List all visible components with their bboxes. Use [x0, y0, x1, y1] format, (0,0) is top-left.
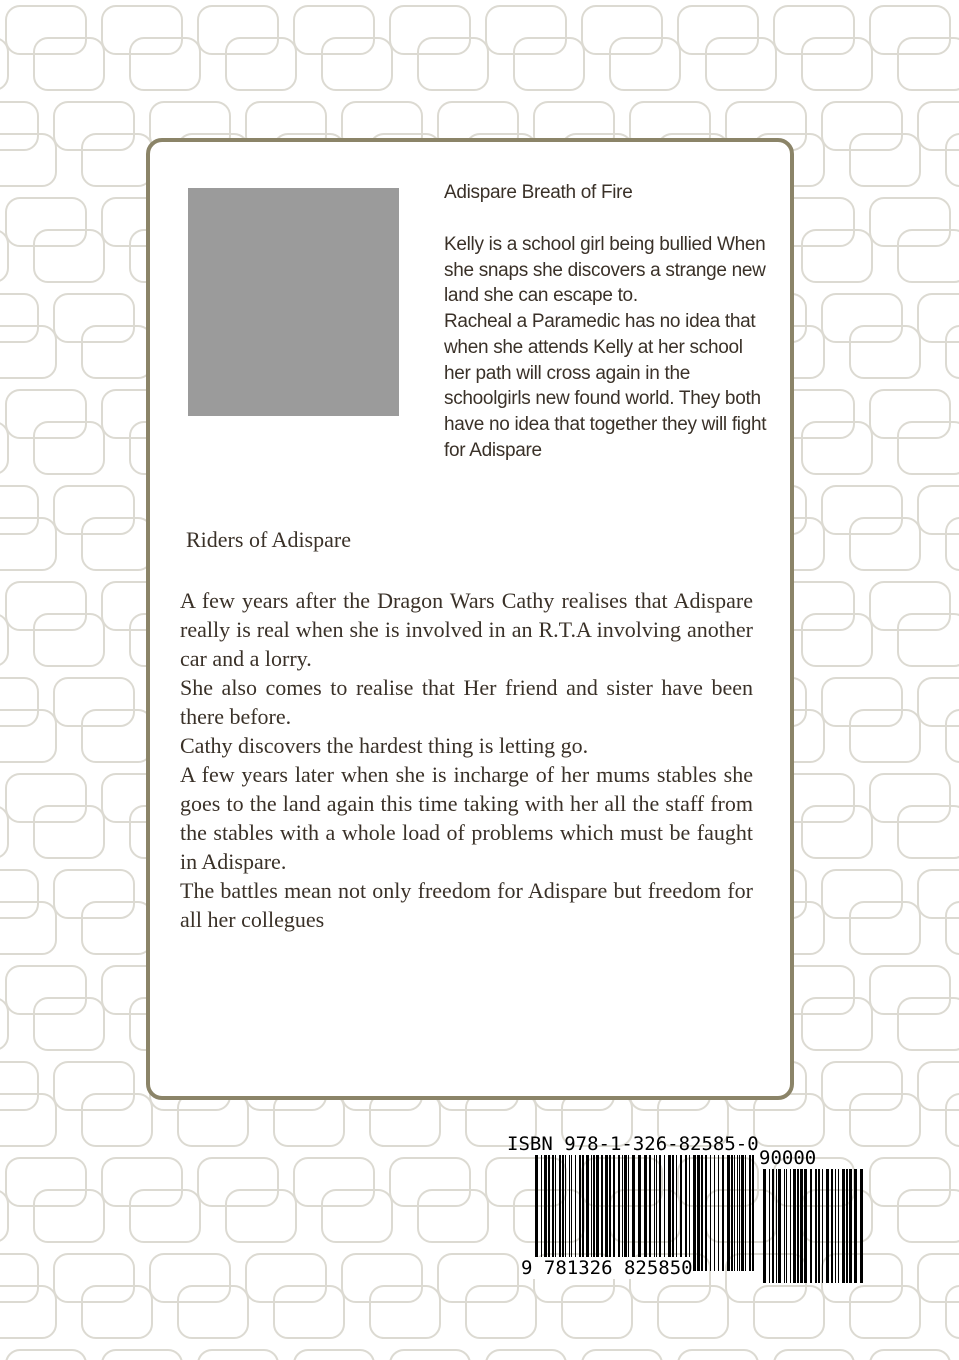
- pattern-shape: [918, 1254, 959, 1302]
- pattern-shape: [6, 198, 86, 246]
- book1-description: [444, 232, 774, 463]
- pattern-shape: [294, 1158, 374, 1206]
- pattern-shape: [0, 294, 38, 342]
- pattern-shape: [0, 134, 56, 186]
- pattern-shape: [0, 1286, 56, 1338]
- barcode-bar: [741, 1155, 744, 1271]
- pattern-shape: [370, 1286, 440, 1338]
- barcode-bar: [769, 1169, 770, 1283]
- barcode-bar: [601, 1155, 603, 1271]
- pattern-shape: [54, 1062, 134, 1110]
- barcode-bar: [664, 1155, 665, 1271]
- book2-paragraph: She also comes to realise that Her friend and sister have been there before.: [180, 675, 753, 729]
- barcode-bar: [552, 1155, 554, 1271]
- barcode-bar: [784, 1169, 785, 1283]
- pattern-shape: [678, 1350, 758, 1360]
- price-code: 90000: [759, 1147, 817, 1169]
- barcode-bar: [842, 1169, 845, 1283]
- barcode-bar: [701, 1155, 703, 1271]
- barcode-bar: [579, 1155, 581, 1271]
- pattern-shape: [390, 1158, 470, 1206]
- pattern-shape: [34, 998, 104, 1050]
- pattern-shape: [754, 1286, 824, 1338]
- barcode-bar: [697, 1155, 700, 1271]
- barcode-bar: [622, 1155, 623, 1271]
- pattern-shape: [0, 1094, 56, 1146]
- pattern-shape: [34, 806, 104, 858]
- pattern-shape: [918, 102, 959, 150]
- pattern-shape: [6, 966, 86, 1014]
- pattern-shape: [130, 38, 200, 90]
- barcode-bar: [644, 1155, 647, 1271]
- pattern-shape: [418, 38, 488, 90]
- pattern-shape: [0, 710, 56, 762]
- pattern-shape: [822, 678, 902, 726]
- pattern-shape: [706, 38, 776, 90]
- barcode-bar: [586, 1155, 589, 1271]
- pattern-shape: [466, 1286, 536, 1338]
- book-cover-placeholder: [188, 188, 399, 416]
- barcode-bar: [776, 1169, 777, 1283]
- pattern-shape: [6, 390, 86, 438]
- pattern-shape: [34, 1190, 104, 1242]
- pattern-shape: [226, 1190, 296, 1242]
- barcode-bar: [731, 1155, 733, 1271]
- pattern-shape: [54, 870, 134, 918]
- pattern-shape: [6, 774, 86, 822]
- barcode-bar: [860, 1169, 863, 1283]
- barcode-bar: [790, 1169, 791, 1283]
- pattern-shape: [486, 1350, 566, 1360]
- barcode-bar: [649, 1155, 651, 1271]
- pattern-shape: [390, 6, 470, 54]
- pattern-shape: [0, 518, 56, 570]
- pattern-shape: [486, 6, 566, 54]
- pattern-shape: [102, 1350, 182, 1360]
- isbn-label: ISBN 978-1-326-82585-0: [507, 1133, 759, 1155]
- pattern-shape: [802, 614, 872, 666]
- pattern-shape: [870, 582, 950, 630]
- barcode-bar: [680, 1155, 682, 1271]
- pattern-shape: [82, 1094, 152, 1146]
- pattern-shape: [946, 326, 959, 378]
- pattern-shape: [34, 614, 104, 666]
- barcode-bar: [605, 1155, 608, 1271]
- barcode-bar: [818, 1169, 820, 1283]
- pattern-shape: [54, 294, 134, 342]
- pattern-shape: [822, 486, 902, 534]
- barcode-bar: [778, 1169, 781, 1283]
- barcode-bar: [613, 1155, 615, 1271]
- pattern-shape: [82, 1286, 152, 1338]
- pattern-shape: [678, 6, 758, 54]
- pattern-shape: [0, 486, 38, 534]
- barcode-bar: [831, 1169, 833, 1283]
- barcode-bar: [618, 1155, 620, 1271]
- barcode-bar: [772, 1169, 774, 1283]
- pattern-shape: [850, 518, 920, 570]
- pattern-shape: [850, 902, 920, 954]
- barcode-bar: [676, 1155, 677, 1271]
- pattern-shape: [274, 1286, 344, 1338]
- ean-digits: 9 781326 825850: [521, 1257, 693, 1279]
- barcode-bar: [810, 1169, 812, 1283]
- pattern-shape: [0, 102, 38, 150]
- pattern-shape: [274, 1094, 344, 1146]
- barcode-bar: [786, 1169, 787, 1283]
- pattern-shape: [246, 1254, 326, 1302]
- pattern-shape: [322, 38, 392, 90]
- pattern-shape: [0, 678, 38, 726]
- pattern-shape: [918, 486, 959, 534]
- barcode-bar: [632, 1155, 635, 1271]
- pattern-shape: [822, 1062, 902, 1110]
- pattern-shape: [82, 710, 152, 762]
- barcode-bar: [797, 1169, 799, 1283]
- barcode-bar: [672, 1155, 674, 1271]
- barcode-bar: [562, 1155, 564, 1271]
- pattern-shape: [178, 1286, 248, 1338]
- barcode-bar: [565, 1155, 566, 1271]
- pattern-shape: [0, 1254, 38, 1302]
- pattern-shape: [870, 1350, 950, 1360]
- pattern-shape: [946, 518, 959, 570]
- barcode-bar: [541, 1155, 542, 1271]
- pattern-shape: [802, 806, 872, 858]
- barcode-bar: [555, 1155, 556, 1271]
- pattern-shape: [82, 518, 152, 570]
- pattern-shape: [34, 230, 104, 282]
- barcode-bar: [569, 1155, 570, 1271]
- pattern-shape: [870, 6, 950, 54]
- pattern-shape: [802, 422, 872, 474]
- pattern-shape: [102, 1158, 182, 1206]
- barcode-bar: [685, 1155, 687, 1271]
- pattern-shape: [54, 678, 134, 726]
- barcode-bar: [718, 1155, 719, 1271]
- pattern-shape: [198, 1158, 278, 1206]
- pattern-shape: [82, 902, 152, 954]
- barcode-bar: [714, 1155, 715, 1271]
- pattern-shape: [54, 1254, 134, 1302]
- barcode-bar: [815, 1169, 817, 1283]
- barcode-bar: [822, 1169, 823, 1283]
- barcode-bar: [559, 1155, 561, 1271]
- pattern-shape: [918, 870, 959, 918]
- pattern-shape: [850, 134, 920, 186]
- pattern-shape: [294, 1350, 374, 1360]
- pattern-shape: [610, 38, 680, 90]
- pattern-shape: [54, 102, 134, 150]
- pattern-shape: [198, 6, 278, 54]
- barcode-bar: [749, 1155, 751, 1271]
- pattern-shape: [946, 1094, 959, 1146]
- pattern-shape: [946, 902, 959, 954]
- pattern-shape: [178, 1094, 248, 1146]
- pattern-shape: [822, 870, 902, 918]
- pattern-shape: [946, 134, 959, 186]
- book1-paragraph: Racheal a Paramedic has no idea that when she attends Kelly at her school her path will cross again in the schoolgirls new found world. They both have no idea that together they will fight for Adispare: [444, 311, 767, 461]
- pattern-shape: [198, 1350, 278, 1360]
- barcode-bar: [710, 1155, 711, 1271]
- pattern-shape: [226, 38, 296, 90]
- barcode-bar: [737, 1155, 738, 1271]
- barcode-bar: [544, 1155, 547, 1271]
- pattern-shape: [562, 1286, 632, 1338]
- barcode-bar: [689, 1155, 690, 1271]
- pattern-shape: [342, 1254, 422, 1302]
- book2-description: [180, 586, 753, 934]
- book2-paragraph: A few years after the Dragon Wars Cathy realises that Adispare really is real when she is involved in an R.T.A involving another car and a lorry.: [180, 588, 753, 671]
- book2-paragraph: A few years later when she is incharge of her mums stables she goes to the land again this time taking with her all the staff from the stables with a whole load of problems which must be faught in Adispare.: [180, 762, 753, 874]
- barcode-bar: [835, 1169, 836, 1283]
- barcode-bar: [535, 1155, 538, 1271]
- pattern-shape: [6, 6, 86, 54]
- barcode-bar: [628, 1155, 629, 1271]
- barcode-bar: [571, 1155, 572, 1271]
- pattern-shape: [34, 38, 104, 90]
- pattern-shape: [870, 966, 950, 1014]
- barcode-bar: [727, 1155, 730, 1271]
- barcode-bar: [849, 1169, 852, 1283]
- pattern-shape: [918, 294, 959, 342]
- barcode-bar: [596, 1155, 599, 1271]
- pattern-shape: [390, 1350, 470, 1360]
- pattern-shape: [6, 1158, 86, 1206]
- book1-paragraph: Kelly is a school girl being bullied When she snaps she discovers a strange new land she can escape to.: [444, 234, 766, 307]
- book2-paragraph: Cathy discovers the hardest thing is letting go.: [180, 733, 589, 758]
- addon-barcode-bars: [763, 1169, 865, 1283]
- pattern-shape: [102, 6, 182, 54]
- pattern-shape: [322, 1190, 392, 1242]
- barcode-bar: [838, 1169, 839, 1283]
- book2-paragraph: The battles mean not only freedom for Adispare but freedom for all her collegues: [180, 878, 753, 932]
- pattern-shape: [658, 1286, 728, 1338]
- pattern-shape: [946, 710, 959, 762]
- barcode-bar: [793, 1169, 796, 1283]
- barcode-bar: [705, 1155, 707, 1271]
- pattern-shape: [918, 678, 959, 726]
- pattern-shape: [0, 1062, 38, 1110]
- barcode-bar: [668, 1155, 671, 1271]
- pattern-shape: [418, 1190, 488, 1242]
- pattern-shape: [870, 1158, 950, 1206]
- pattern-shape: [582, 1350, 662, 1360]
- pattern-shape: [850, 1286, 920, 1338]
- barcode-bar: [654, 1155, 655, 1271]
- barcode-bar: [734, 1155, 735, 1271]
- barcode-bar: [745, 1155, 746, 1271]
- pattern-shape: [774, 6, 854, 54]
- barcode-bar: [593, 1155, 595, 1271]
- barcode-bar: [800, 1169, 803, 1283]
- pattern-shape: [802, 998, 872, 1050]
- barcode-bar: [739, 1155, 740, 1271]
- pattern-shape: [850, 326, 920, 378]
- pattern-shape: [822, 102, 902, 150]
- pattern-shape: [870, 390, 950, 438]
- back-cover-panel: [146, 138, 794, 1100]
- pattern-shape: [0, 326, 56, 378]
- pattern-shape: [802, 230, 872, 282]
- pattern-shape: [870, 774, 950, 822]
- barcode-bar: [693, 1155, 696, 1271]
- pattern-shape: [802, 38, 872, 90]
- pattern-shape: [82, 134, 152, 186]
- pattern-shape: [370, 1094, 440, 1146]
- pattern-shape: [130, 1190, 200, 1242]
- pattern-shape: [870, 198, 950, 246]
- pattern-shape: [82, 326, 152, 378]
- barcode-bars: [535, 1155, 757, 1271]
- barcode-bar: [575, 1155, 576, 1271]
- pattern-shape: [514, 38, 584, 90]
- pattern-shape: [294, 6, 374, 54]
- pattern-shape: [774, 1350, 854, 1360]
- pattern-shape: [850, 710, 920, 762]
- pattern-shape: [6, 1350, 86, 1360]
- barcode-bar: [854, 1169, 857, 1283]
- pattern-shape: [822, 294, 902, 342]
- pattern-shape: [54, 486, 134, 534]
- barcode-bar: [826, 1169, 829, 1283]
- barcode-bar: [722, 1155, 724, 1271]
- barcode-bar: [548, 1155, 550, 1271]
- barcode-bar: [582, 1155, 584, 1271]
- barcode-bar: [638, 1155, 641, 1271]
- book1-title: Adispare Breath of Fire: [444, 182, 633, 203]
- pattern-shape: [6, 582, 86, 630]
- pattern-shape: [150, 1254, 230, 1302]
- pattern-shape: [0, 870, 38, 918]
- barcode-bar: [763, 1169, 766, 1283]
- barcode-bar: [846, 1169, 848, 1283]
- barcode-bar: [591, 1155, 592, 1271]
- barcode-bar: [656, 1155, 657, 1271]
- book2-title: Riders of Adispare: [186, 527, 351, 552]
- pattern-shape: [918, 1062, 959, 1110]
- pattern-shape: [0, 902, 56, 954]
- pattern-shape: [582, 6, 662, 54]
- isbn-barcode: [505, 1133, 865, 1293]
- pattern-shape: [946, 1286, 959, 1338]
- barcode-bar: [609, 1155, 611, 1271]
- barcode-bar: [752, 1155, 754, 1271]
- barcode-bar: [659, 1155, 661, 1271]
- barcode-bar: [804, 1169, 807, 1283]
- pattern-shape: [34, 422, 104, 474]
- barcode-bar: [624, 1155, 627, 1271]
